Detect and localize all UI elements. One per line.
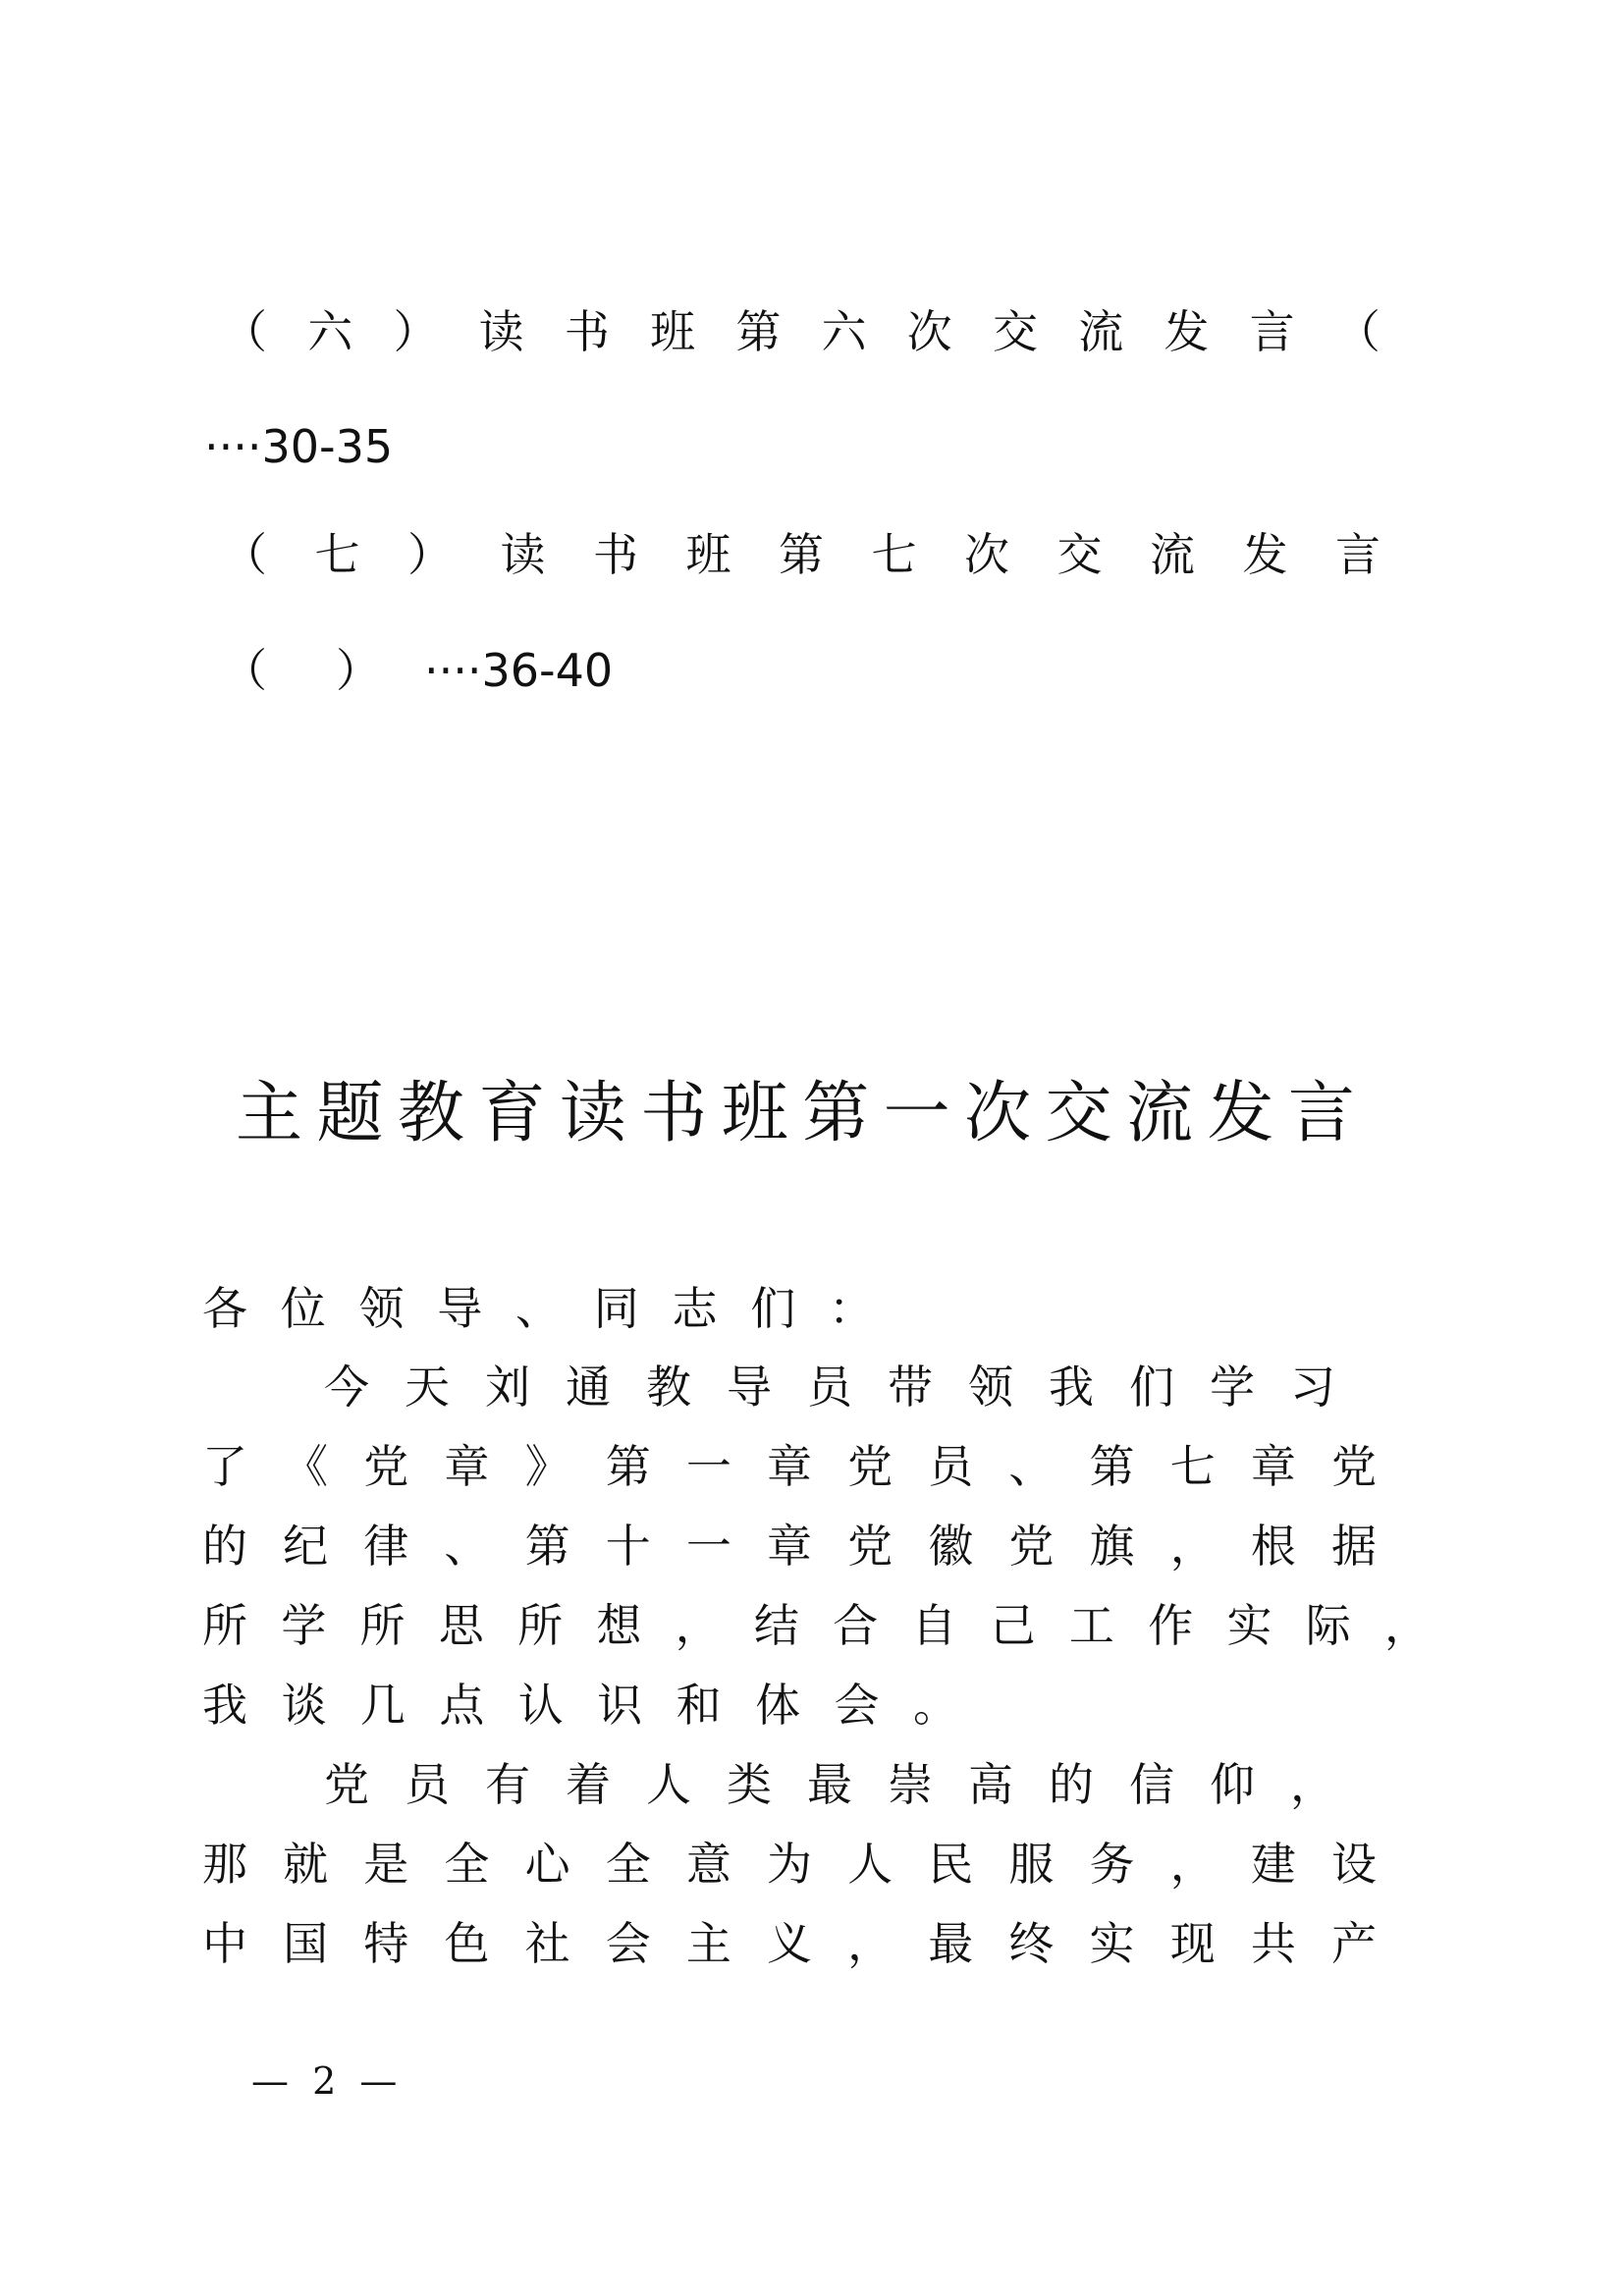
glyph: 领: [358, 1282, 405, 1335]
glyph: 交: [1045, 1075, 1112, 1152]
body-line-2: [202, 1437, 1377, 1496]
glyph: 共: [1250, 1917, 1296, 1970]
glyph: ，: [1169, 1520, 1216, 1573]
glyph: 带: [888, 1361, 933, 1414]
glyph: 读: [500, 528, 546, 581]
glyph: 国: [283, 1917, 329, 1970]
glyph: 书: [593, 528, 638, 581]
glyph: 现: [1169, 1917, 1216, 1970]
glyph: 高: [968, 1758, 1013, 1811]
glyph: 会: [834, 1679, 880, 1732]
glyph: 中: [202, 1917, 247, 1970]
glyph: 流: [1150, 528, 1195, 581]
glyph: 读: [559, 1075, 626, 1152]
page-number: — 2 —: [251, 2059, 404, 2103]
body-line-4: [202, 1596, 1430, 1655]
glyph: 据: [1330, 1520, 1377, 1573]
glyph: 纪: [283, 1520, 329, 1573]
glyph: 最: [807, 1758, 852, 1811]
glyph: 十: [605, 1520, 651, 1573]
glyph: 题: [316, 1075, 384, 1152]
glyph: 导: [437, 1282, 483, 1335]
glyph: 思: [438, 1599, 484, 1652]
glyph: 员: [405, 1758, 450, 1811]
glyph: 全: [444, 1838, 490, 1891]
glyph: 民: [928, 1838, 974, 1891]
glyph: 言: [1249, 305, 1295, 358]
greeting: [202, 1279, 874, 1338]
glyph: 的: [202, 1520, 247, 1573]
glyph: 作: [1148, 1599, 1194, 1652]
glyph: ，: [1169, 1838, 1216, 1891]
glyph: 《: [283, 1440, 329, 1493]
glyph: 是: [363, 1838, 409, 1891]
glyph: 徽: [928, 1520, 974, 1573]
glyph: 党: [1330, 1440, 1377, 1493]
glyph: 一: [883, 1075, 950, 1152]
glyph: 章: [766, 1520, 812, 1573]
glyph: ，: [1383, 1599, 1430, 1652]
glyph: 崇: [888, 1758, 933, 1811]
glyph: 班: [685, 528, 731, 581]
body-line-6: [324, 1755, 1335, 1814]
glyph: 自: [911, 1599, 957, 1652]
glyph: （: [222, 528, 267, 581]
glyph: 所: [359, 1599, 406, 1652]
glyph: 流: [1078, 305, 1124, 358]
glyph: 》: [524, 1440, 570, 1493]
glyph: 建: [1250, 1838, 1296, 1891]
glyph: 实: [1089, 1917, 1135, 1970]
glyph: ：: [829, 1282, 874, 1335]
glyph: 一: [685, 1520, 731, 1573]
glyph: （: [1334, 305, 1380, 358]
glyph: 发: [1164, 305, 1210, 358]
glyph: 为: [766, 1838, 812, 1891]
glyph: 教: [646, 1361, 691, 1414]
glyph: ）: [407, 528, 453, 581]
glyph: 所: [517, 1599, 564, 1652]
glyph: 我: [1049, 1361, 1094, 1414]
glyph: 天: [405, 1361, 450, 1414]
glyph: 全: [605, 1838, 651, 1891]
glyph: 服: [1008, 1838, 1055, 1891]
glyph: 实: [1226, 1599, 1272, 1652]
glyph: 类: [727, 1758, 772, 1811]
glyph: 们: [1129, 1361, 1174, 1414]
glyph: 最: [928, 1917, 974, 1970]
glyph: 那: [202, 1838, 247, 1891]
glyph: ，: [1290, 1758, 1335, 1811]
glyph: 就: [283, 1838, 329, 1891]
glyph: 章: [1250, 1440, 1296, 1493]
glyph: 际: [1305, 1599, 1351, 1652]
glyph: 书: [640, 1075, 708, 1152]
glyph: 第: [605, 1440, 651, 1493]
glyph: 第: [1089, 1440, 1135, 1493]
body-line-1: [324, 1358, 1335, 1416]
glyph: 们: [750, 1282, 796, 1335]
glyph: 党: [1008, 1520, 1055, 1573]
glyph: 人: [847, 1838, 893, 1891]
glyph: 己: [990, 1599, 1036, 1652]
glyph: 和: [676, 1679, 722, 1732]
glyph: 第: [779, 528, 824, 581]
glyph: 、: [1008, 1440, 1055, 1493]
glyph: 育: [478, 1075, 546, 1152]
glyph: 人: [646, 1758, 691, 1811]
glyph: 、: [444, 1520, 490, 1573]
glyph: 各: [202, 1282, 247, 1335]
toc-item-7-paren-open: （: [222, 644, 267, 697]
body-line-5: [202, 1676, 958, 1735]
glyph: 第: [735, 305, 782, 358]
glyph: 党: [324, 1758, 369, 1811]
glyph: 义: [766, 1917, 812, 1970]
glyph: 次: [964, 528, 1009, 581]
glyph: 特: [363, 1917, 409, 1970]
glyph: 七: [1169, 1440, 1216, 1493]
glyph: 班: [721, 1075, 788, 1152]
glyph: 同: [593, 1282, 639, 1335]
glyph: 教: [397, 1075, 464, 1152]
glyph: 章: [766, 1440, 812, 1493]
glyph: 刘: [485, 1361, 530, 1414]
glyph: 体: [755, 1679, 801, 1732]
glyph: 习: [1290, 1361, 1335, 1414]
glyph: 想: [596, 1599, 642, 1652]
glyph: 言: [1287, 1075, 1355, 1152]
glyph: 合: [833, 1599, 879, 1652]
glyph: 务: [1089, 1838, 1135, 1891]
glyph: 流: [1125, 1075, 1193, 1152]
glyph: 会: [605, 1917, 651, 1970]
glyph: 着: [566, 1758, 611, 1811]
glyph: 交: [1056, 528, 1103, 581]
glyph: 工: [1068, 1599, 1114, 1652]
glyph: 发: [1242, 528, 1288, 581]
glyph: 产: [1330, 1917, 1377, 1970]
glyph: 有: [485, 1758, 530, 1811]
glyph: 几: [359, 1679, 406, 1732]
glyph: 主: [685, 1917, 731, 1970]
glyph: 意: [685, 1838, 731, 1891]
glyph: 七: [871, 528, 917, 581]
glyph: 发: [1207, 1075, 1274, 1152]
body-line-3: [202, 1517, 1377, 1575]
glyph: 律: [363, 1520, 409, 1573]
toc-item-7-line-2: [222, 641, 613, 700]
glyph: 主: [236, 1075, 303, 1152]
glyph: 员: [928, 1440, 974, 1493]
glyph: （: [222, 305, 267, 358]
glyph: 认: [517, 1679, 564, 1732]
glyph: 仰: [1210, 1758, 1255, 1811]
glyph: 。: [912, 1679, 958, 1732]
glyph: 六: [307, 305, 353, 358]
glyph: 六: [821, 305, 867, 358]
glyph: 谈: [281, 1679, 327, 1732]
glyph: 我: [202, 1679, 247, 1732]
glyph: 色: [444, 1917, 490, 1970]
glyph: 通: [566, 1361, 611, 1414]
glyph: 学: [1210, 1361, 1255, 1414]
glyph: 第: [802, 1075, 870, 1152]
glyph: ，: [675, 1599, 721, 1652]
glyph: 党: [847, 1520, 893, 1573]
glyph: 设: [1330, 1838, 1377, 1891]
glyph: ，: [847, 1917, 893, 1970]
body-line-7: [202, 1835, 1377, 1894]
glyph: 学: [281, 1599, 327, 1652]
glyph: 所: [202, 1599, 247, 1652]
glyph: 心: [524, 1838, 570, 1891]
glyph: 今: [324, 1361, 369, 1414]
glyph: 言: [1335, 528, 1380, 581]
glyph: 书: [564, 305, 610, 358]
toc-item-7-line-1: [222, 525, 1380, 584]
toc-item-6-line-2: ····30-35: [204, 420, 394, 473]
toc-item-7-paren-close: ）: [336, 644, 381, 697]
glyph: 次: [906, 305, 952, 358]
glyph: 终: [1008, 1917, 1055, 1970]
article-title: [236, 1070, 1355, 1158]
glyph: 结: [753, 1599, 799, 1652]
glyph: 一: [685, 1440, 731, 1493]
body-line-8: [202, 1914, 1377, 1973]
toc-item-7-pages: ····36-40: [424, 644, 614, 697]
glyph: 章: [444, 1440, 490, 1493]
glyph: 志: [672, 1282, 718, 1335]
glyph: 导: [727, 1361, 772, 1414]
glyph: 交: [992, 305, 1038, 358]
glyph: 识: [597, 1679, 643, 1732]
glyph: 了: [202, 1440, 247, 1493]
glyph: ）: [393, 305, 439, 358]
glyph: 次: [964, 1075, 1032, 1152]
glyph: 党: [847, 1440, 893, 1493]
glyph: 根: [1250, 1520, 1296, 1573]
glyph: 党: [363, 1440, 409, 1493]
glyph: 旗: [1089, 1520, 1135, 1573]
glyph: 读: [478, 305, 524, 358]
glyph: 信: [1129, 1758, 1174, 1811]
glyph: 的: [1049, 1758, 1094, 1811]
glyph: 、: [515, 1282, 561, 1335]
glyph: 班: [650, 305, 696, 358]
glyph: 点: [439, 1679, 485, 1732]
glyph: 七: [314, 528, 360, 581]
glyph: 领: [968, 1361, 1013, 1414]
glyph: 第: [524, 1520, 570, 1573]
toc-item-6-line-1: [222, 302, 1380, 361]
glyph: 社: [524, 1917, 570, 1970]
glyph: 位: [280, 1282, 326, 1335]
glyph: 员: [807, 1361, 852, 1414]
